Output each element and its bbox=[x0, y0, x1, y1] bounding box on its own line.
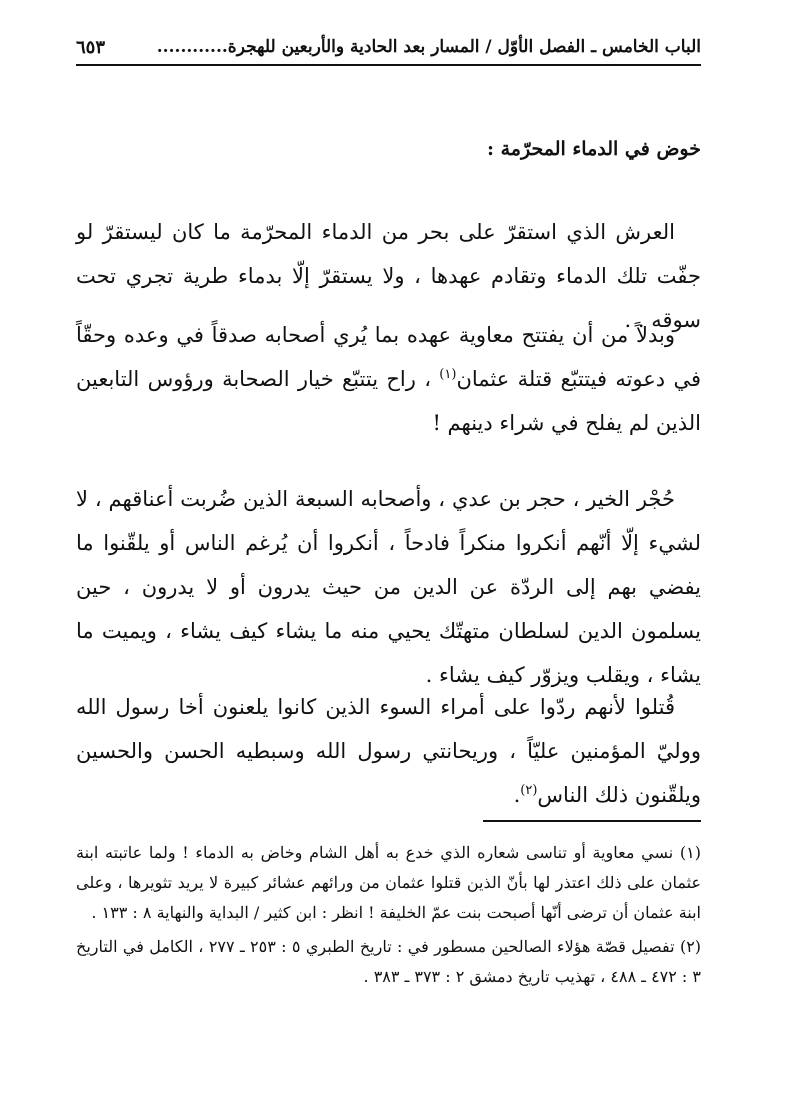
paragraph-text: . bbox=[513, 783, 521, 807]
footnote-reference: (١) bbox=[439, 367, 457, 382]
paragraph-text: قُتلوا لأنهم ردّوا على أمراء السوء الذين كانوا يلعنون أخا رسول الله ووليّ المؤمنين عليّاً ، وريحانتي رسول الله وسبطيه الحسن والحسين ويلقّنون ذلك الناس bbox=[76, 695, 701, 807]
body-paragraph bbox=[76, 685, 701, 817]
footnote-reference: (٢) bbox=[520, 783, 538, 798]
paragraph-text: وبدلاً من أن يفتتح معاوية عهده بما يُري أصحابه صدقاً في وعده وحقّاً في دعوته فيتتبّع قتلة عثمان bbox=[76, 323, 701, 391]
running-header bbox=[76, 30, 701, 66]
paragraph-text: ، راح يتتبّع خيار الصحابة ورؤوس التابعين الذين لم يفلح في شراء دينهم ! bbox=[76, 367, 701, 435]
footnotes bbox=[76, 838, 701, 996]
footnote-divider bbox=[483, 820, 701, 822]
footnote: (١) نسي معاوية أو تناسى شعاره الذي خدع به أهل الشام وخاض به الدماء ! ولما عاتبته ابنة عثمان على ذلك اعتذر لها بأنّ الذين قتلوا عثمان من ورائهم عشائر كبيرة لا يريد تثويرها ، وعلى ابنة عثمان أن ترضى أنّها أصبحت بنت عمّ الخليفة ! انظر : ابن كثير / البداية والنهاية ٨ : ١٣٣ . bbox=[76, 843, 701, 922]
body-paragraph bbox=[76, 313, 701, 445]
page-number: ٦٥٣ bbox=[76, 36, 106, 58]
section-heading: خوض في الدماء المحرّمة : bbox=[486, 138, 701, 160]
body-paragraph: حُجْر الخير ، حجر بن عدي ، وأصحابه السبعة الذين ضُربت أعناقهم ، لا لشيء إلّا أنّهم أنكروا منكراً فادحاً ، أنكروا أن يُرغم الناس أو يلقّنوا ما يفضي بهم إلى الردّة عن الدين من حيث يدرون أو لا يدرون ، حين يسلمون الدين لسلطان متهتّك يحيي منه ما يشاء كيف يشاء ، ويميت ما يشاء ، ويقلب ويزوّر كيف يشاء . bbox=[76, 487, 701, 687]
body-paragraph: العرش الذي استقرّ على بحر من الدماء المحرّمة ما كان ليستقرّ لو جفّت تلك الدماء وتقادم عهدها ، ولا يستقرّ إلّا بدماء طرية تجري تحت سوقه . . bbox=[76, 220, 701, 332]
running-header-title: الباب الخامس ـ الفصل الأوّل / المسار بعد الحادية والأربعين للهجرة............ bbox=[156, 37, 701, 57]
footnote: (٢) تفصيل قصّة هؤلاء الصالحين مسطور في : تاريخ الطبري ٥ : ٢٥٣ ـ ٢٧٧ ، الكامل في التاريخ ٣ : ٤٧٢ ـ ٤٨٨ ، تهذيب تاريخ دمشق ٢ : ٣٧٣ ـ ٣٨٣ . bbox=[76, 937, 702, 986]
